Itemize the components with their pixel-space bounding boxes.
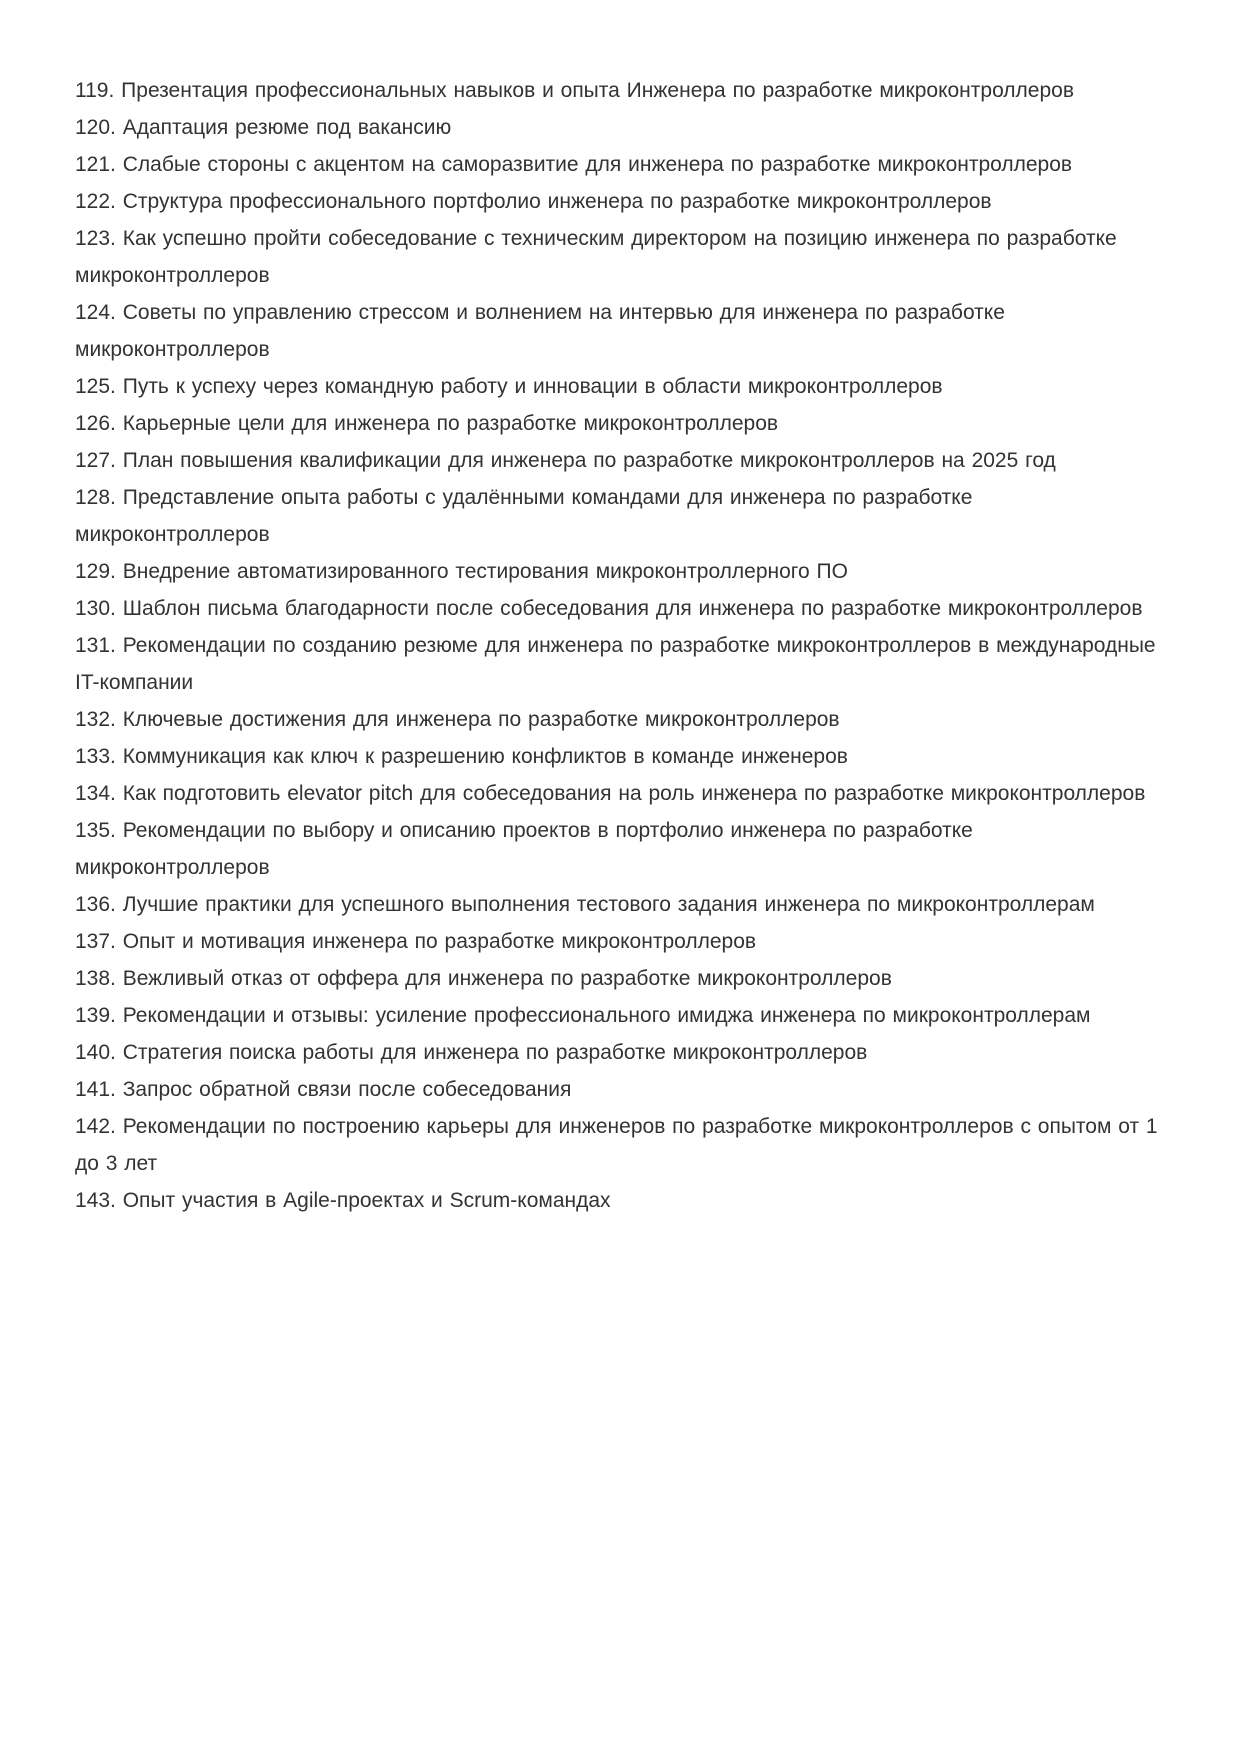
item-text: Лучшие практики для успешного выполнения тестового задания инженера по микроконтроллерам — [122, 893, 1095, 916]
item-number: 139. — [75, 1004, 116, 1027]
item-text: Советы по управлению стрессом и волнением на интервью для инженера по разработке микроконтроллеров — [75, 301, 1005, 361]
item-number: 136. — [75, 893, 116, 916]
list-item — [75, 294, 1164, 368]
list-item — [75, 923, 1164, 960]
list-item — [75, 775, 1164, 812]
item-number: 138. — [75, 967, 116, 990]
item-number: 142. — [75, 1115, 116, 1138]
item-text: Адаптация резюме под вакансию — [122, 116, 452, 139]
list-item — [75, 701, 1164, 738]
list-item — [75, 183, 1164, 220]
item-text: Внедрение автоматизированного тестирования микроконтроллерного ПО — [122, 560, 848, 583]
item-text: Шаблон письма благодарности после собеседования для инженера по разработке микроконтроллеров — [122, 597, 1143, 620]
item-text: Ключевые достижения для инженера по разработке микроконтроллеров — [122, 708, 840, 731]
item-number: 132. — [75, 708, 116, 731]
list-item — [75, 886, 1164, 923]
list-item — [75, 479, 1164, 553]
item-text: Запрос обратной связи после собеседования — [122, 1078, 572, 1101]
list-item — [75, 1182, 1164, 1219]
item-number: 121. — [75, 153, 116, 176]
item-number: 133. — [75, 745, 116, 768]
item-text: Рекомендации и отзывы: усиление профессионального имиджа инженера по микроконтроллерам — [122, 1004, 1091, 1027]
item-number: 134. — [75, 782, 116, 805]
item-number: 129. — [75, 560, 116, 583]
item-number: 140. — [75, 1041, 116, 1064]
item-text: Рекомендации по выбору и описанию проектов в портфолио инженера по разработке микроконтроллеров — [75, 819, 973, 879]
list-item — [75, 627, 1164, 701]
item-text: Рекомендации по построению карьеры для инженеров по разработке микроконтроллеров с опытом от 1 до 3 лет — [75, 1115, 1158, 1175]
item-number: 137. — [75, 930, 116, 953]
topic-list — [75, 72, 1164, 1219]
item-text: Рекомендации по созданию резюме для инженера по разработке микроконтроллеров в международные IT-компании — [75, 634, 1156, 694]
item-number: 143. — [75, 1189, 116, 1212]
item-text: Коммуникация как ключ к разрешению конфликтов в команде инженеров — [122, 745, 848, 768]
list-item — [75, 442, 1164, 479]
list-item — [75, 220, 1164, 294]
item-text: Как успешно пройти собеседование с техническим директором на позицию инженера по разработке микроконтроллеров — [75, 227, 1117, 287]
item-text: Опыт участия в Agile-проектах и Scrum-командах — [122, 1189, 611, 1212]
list-item — [75, 368, 1164, 405]
item-number: 126. — [75, 412, 116, 435]
item-text: Слабые стороны с акцентом на саморазвитие для инженера по разработке микроконтроллеров — [122, 153, 1073, 176]
list-item — [75, 109, 1164, 146]
list-item — [75, 405, 1164, 442]
item-number: 119. — [75, 79, 115, 102]
item-text: Вежливый отказ от оффера для инженера по разработке микроконтроллеров — [122, 967, 892, 990]
item-number: 128. — [75, 486, 116, 509]
list-item — [75, 553, 1164, 590]
item-number: 124. — [75, 301, 116, 324]
item-text: Стратегия поиска работы для инженера по разработке микроконтроллеров — [122, 1041, 868, 1064]
item-number: 125. — [75, 375, 116, 398]
list-item — [75, 960, 1164, 997]
item-text: Как подготовить elevator pitch для собеседования на роль инженера по разработке микроконтроллеров — [122, 782, 1146, 805]
item-text: Опыт и мотивация инженера по разработке микроконтроллеров — [122, 930, 757, 953]
list-item — [75, 72, 1164, 109]
list-item — [75, 1108, 1164, 1182]
list-item — [75, 812, 1164, 886]
list-item — [75, 146, 1164, 183]
list-item — [75, 590, 1164, 627]
list-item — [75, 1071, 1164, 1108]
item-text: Карьерные цели для инженера по разработке микроконтроллеров — [122, 412, 779, 435]
item-text: План повышения квалификации для инженера по разработке микроконтроллеров на 2025 год — [122, 449, 1056, 472]
item-number: 122. — [75, 190, 116, 213]
item-text: Структура профессионального портфолио инженера по разработке микроконтроллеров — [122, 190, 992, 213]
item-text: Путь к успеху через командную работу и инновации в области микроконтроллеров — [122, 375, 943, 398]
item-number: 120. — [75, 116, 116, 139]
item-number: 141. — [75, 1078, 116, 1101]
item-text: Представление опыта работы с удалёнными командами для инженера по разработке микроконтроллеров — [75, 486, 973, 546]
list-item — [75, 738, 1164, 775]
item-number: 135. — [75, 819, 116, 842]
item-number: 123. — [75, 227, 116, 250]
item-number: 127. — [75, 449, 116, 472]
list-item — [75, 1034, 1164, 1071]
item-number: 131. — [75, 634, 116, 657]
list-item — [75, 997, 1164, 1034]
item-number: 130. — [75, 597, 116, 620]
item-text: Презентация профессиональных навыков и опыта Инженера по разработке микроконтроллеров — [121, 79, 1074, 102]
